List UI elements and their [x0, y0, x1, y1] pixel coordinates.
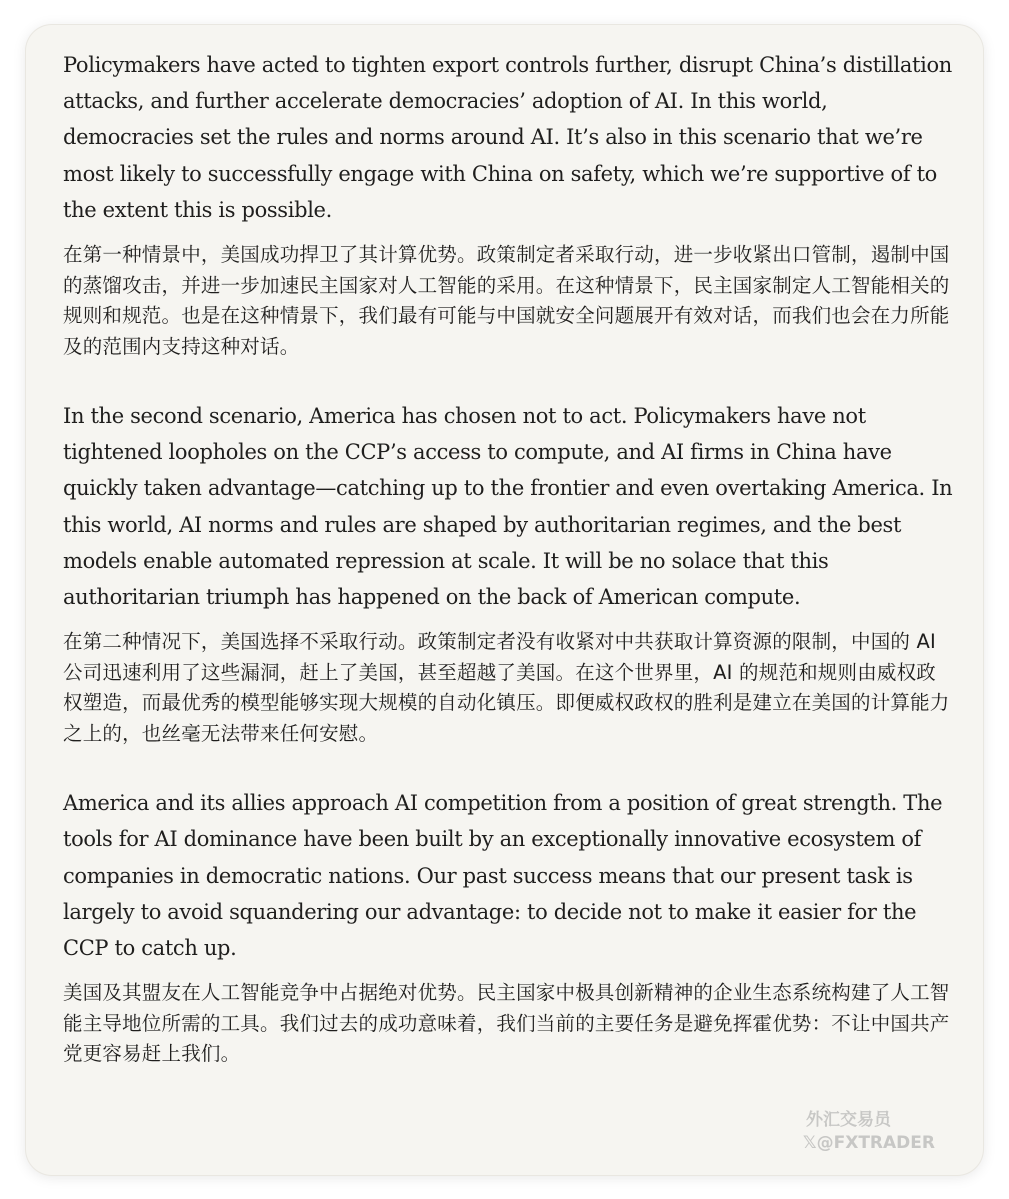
paragraph-3-chinese: 美国及其盟友在人工智能竞争中占据绝对优势。民主国家中极具创新精神的企业生态系统构建了人工智能主导地位所需的工具。我们过去的成功意味着，我们当前的主要任务是避免挥霍优势：不让中国共产党更容易赶上我们。	[63, 981, 950, 1066]
paragraph-2-chinese: 在第二种情况下，美国选择不采取行动。政策制定者没有收紧对中共获取计算资源的限制，中国的 AI 公司迅速利用了这些漏洞，赶上了美国，甚至超越了美国。在这个世界里，AI 的规范和规则由威权政权塑造，而最优秀的模型能够实现大规模的自动化镇压。即便威权政权的胜利是建立在美国的计算能力之上的，也丝毫无法带来任何安慰。	[63, 630, 950, 745]
paragraph-1-chinese: 在第一种情景中，美国成功捍卫了其计算优势。政策制定者采取行动，进一步收紧出口管制，遏制中国的蒸馏攻击，并进一步加速民主国家对人工智能的采用。在这种情景下，民主国家制定人工智能相关的规则和规范。也是在这种情景下，我们最有可能与中国就安全问题展开有效对话，而我们也会在力所能及的范围内支持这种对话。	[63, 243, 950, 358]
article-card	[26, 25, 983, 1175]
article-body	[63, 47, 953, 1070]
paragraph-spacer	[63, 362, 953, 398]
paragraph-2-english: In the second scenario, America has chosen not to act. Policymakers have not tightened loopholes on the CCP’s access to compute, and AI firms in China have quickly taken advantage—catching up to the frontier and even overtaking America. In this world, AI norms and rules are shaped by authoritarian regimes, and the best models enable automated repression at scale. It will be no solace that this authoritarian triumph has happened on the back of American compute.	[63, 404, 953, 610]
paragraph-1-english: Policymakers have acted to tighten export controls further, disrupt China’s distillation attacks, and further accelerate democracies’ adoption of AI. In this world, democracies set the rules and norms around AI. It’s also in this scenario that we’re most likely to successfully engage with China on safety, which we’re supportive of to the extent this is possible.	[63, 53, 952, 222]
watermark	[803, 1109, 935, 1155]
watermark-handle: 𝕏@FXTRADER	[802, 1133, 935, 1153]
paragraph-spacer	[63, 749, 953, 785]
watermark-name: 外汇交易员	[806, 1110, 891, 1130]
paragraph-3-english: America and its allies approach AI competition from a position of great strength. The tools for AI dominance have been built by an exceptionally innovative ecosystem of companies in democratic nations. Our past success means that our present task is largely to avoid squandering our advantage: to decide not to make it easier for the CCP to catch up.	[63, 791, 943, 961]
